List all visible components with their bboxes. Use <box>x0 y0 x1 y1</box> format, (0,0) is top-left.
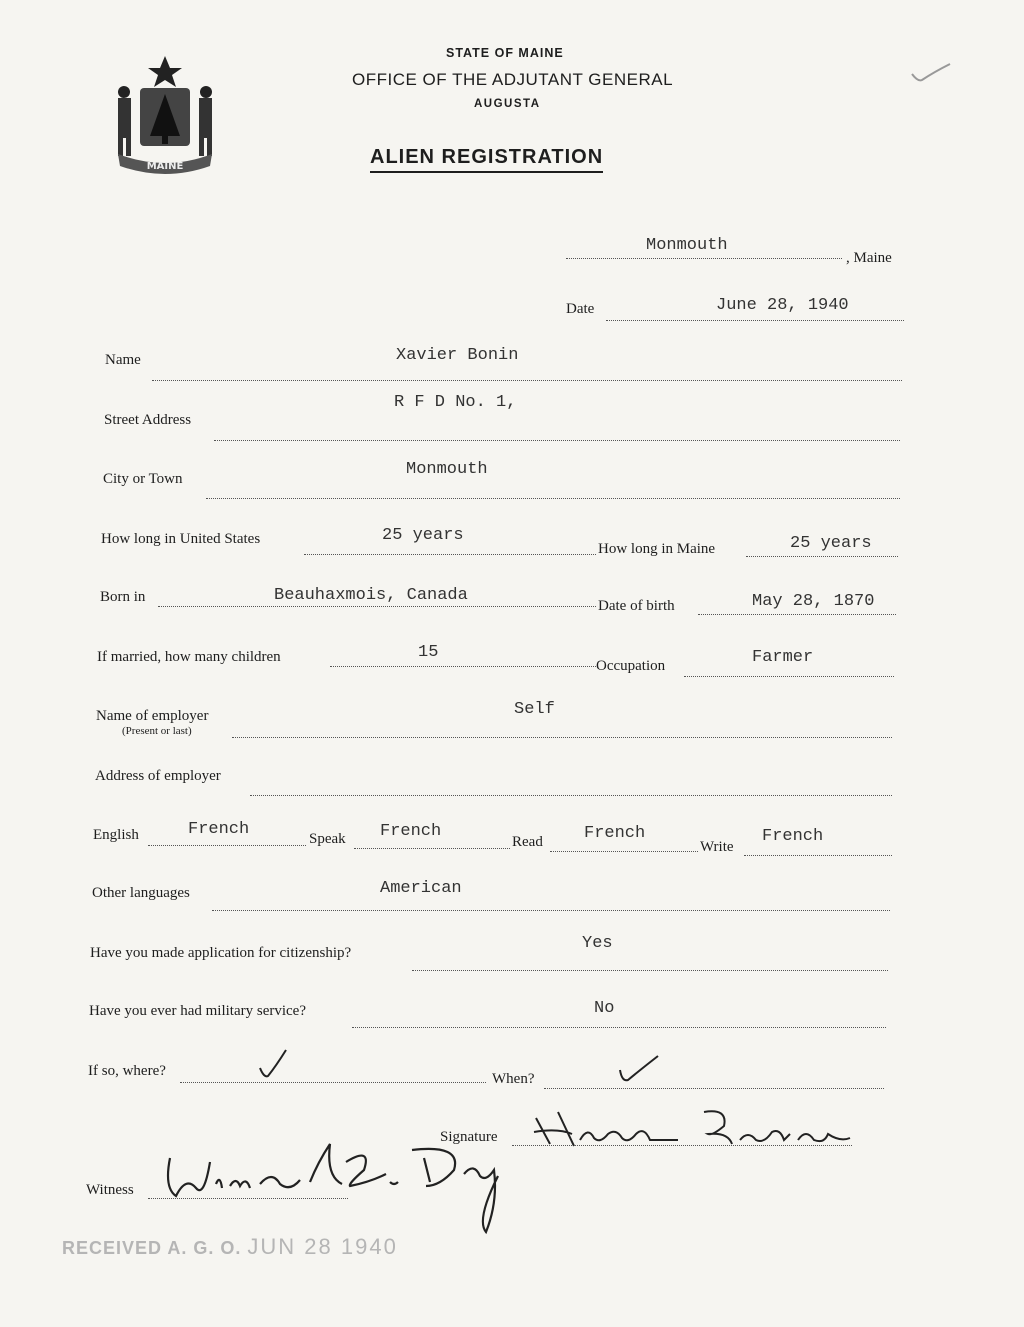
where-check-icon <box>256 1048 290 1082</box>
name-label: Name <box>105 352 141 368</box>
received-stamp <box>62 1234 398 1260</box>
header-state: STATE OF MAINE <box>446 46 564 60</box>
form-title: ALIEN REGISTRATION <box>370 146 603 173</box>
read-value: French <box>584 824 646 843</box>
military-label: Have you ever had military service? <box>89 1003 306 1019</box>
maine-value: 25 years <box>790 534 872 553</box>
born-value: Beauhaxmois, Canada <box>274 586 468 605</box>
dob-label: Date of birth <box>598 598 675 614</box>
occupation-value: Farmer <box>752 648 814 667</box>
english-label: English <box>93 827 139 843</box>
us-value: 25 years <box>382 526 464 545</box>
children-value: 15 <box>418 643 439 662</box>
citizenship-label: Have you made application for citizenship? <box>90 945 352 961</box>
svg-text:MAINE: MAINE <box>146 161 184 172</box>
header-city: AUGUSTA <box>474 98 541 110</box>
state-seal-icon <box>110 54 220 179</box>
employer-label: Name of employer <box>96 708 209 724</box>
children-label: If married, how many children <box>97 649 281 665</box>
place-value: Monmouth <box>646 236 728 255</box>
citizenship-value: Yes <box>582 934 613 953</box>
other-lang-value: American <box>380 879 462 898</box>
speak-value: French <box>380 822 442 841</box>
place-suffix: , Maine <box>846 250 892 266</box>
employer-address-label: Address of employer <box>95 768 221 784</box>
born-label: Born in <box>100 589 146 605</box>
occupation-label: Occupation <box>596 658 666 674</box>
witness-signature-image <box>150 1136 530 1236</box>
maine-label: How long in Maine <box>598 541 716 557</box>
witness-label: Witness <box>86 1182 134 1198</box>
military-value: No <box>594 999 615 1018</box>
signature-image <box>528 1104 874 1154</box>
employer-value: Self <box>514 700 555 719</box>
read-label: Read <box>512 834 543 850</box>
signature-label: Signature <box>440 1129 498 1145</box>
header-office: OFFICE OF THE ADJUTANT GENERAL <box>352 70 674 89</box>
write-value: French <box>762 827 824 846</box>
speak-label: Speak <box>309 831 346 847</box>
city-value: Monmouth <box>406 460 488 479</box>
street-label: Street Address <box>104 412 192 428</box>
name-value: Xavier Bonin <box>396 346 519 365</box>
when-check-icon <box>616 1052 662 1086</box>
street-value: R F D No. 1, <box>394 393 517 412</box>
date-label: Date <box>566 301 595 317</box>
stamp-text: RECEIVED A. G. O. <box>62 1238 242 1258</box>
where-label: If so, where? <box>88 1063 166 1079</box>
other-lang-label: Other languages <box>92 885 190 901</box>
city-label: City or Town <box>103 471 183 487</box>
employer-sublabel: (Present or last) <box>122 725 192 737</box>
us-label: How long in United States <box>101 531 261 547</box>
date-value: June 28, 1940 <box>716 296 849 315</box>
stamp-date: JUN 28 1940 <box>247 1234 398 1259</box>
english-value: French <box>188 820 250 839</box>
write-label: Write <box>700 839 734 855</box>
dob-value: May 28, 1870 <box>752 592 875 611</box>
corner-check-icon <box>910 62 952 84</box>
when-label: When? <box>492 1071 535 1087</box>
